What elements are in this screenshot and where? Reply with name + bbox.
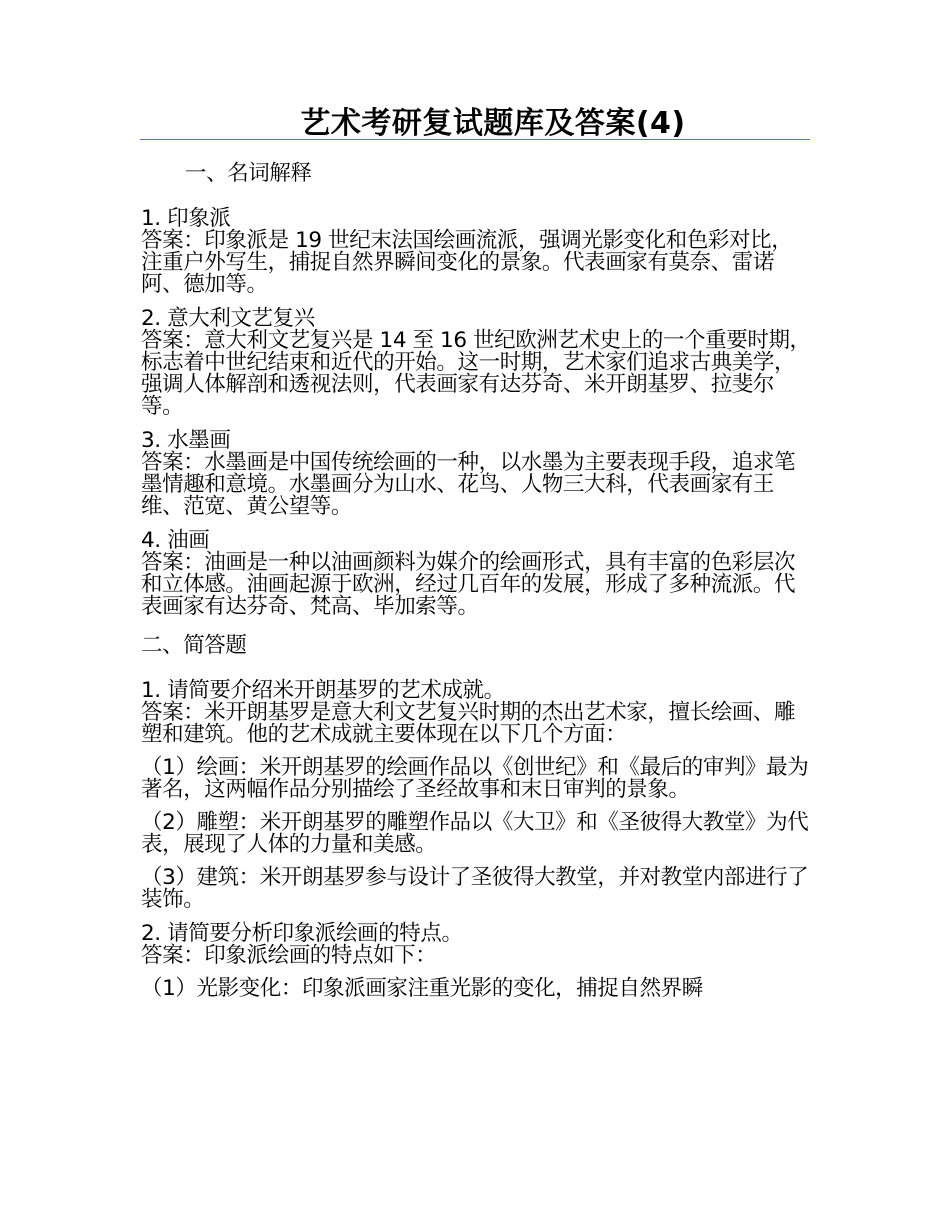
term-item bbox=[141, 430, 813, 518]
term-answer: 答案：水墨画是中国传统绘画的一种，以水墨为主要表现手段，追求笔墨情趣和意境。水墨画分为山水、花鸟、人物三大科，代表画家有王维、范宽、黄公望等。 bbox=[141, 450, 796, 519]
question-answer: 答案：印象派绘画的特点如下： bbox=[141, 943, 437, 968]
term-title: 3. 水墨画 bbox=[141, 428, 231, 453]
term-title: 4. 油画 bbox=[141, 528, 210, 553]
question-title: 2. 请简要分析印象派绘画的特点。 bbox=[141, 921, 463, 946]
answer-point: （1）绘画：米开朗基罗的绘画作品以《创世纪》和《最后的审判》最为著名，这两幅作品分别描绘了圣经故事和末日审判的景象。 bbox=[141, 755, 809, 802]
term-title: 1. 印象派 bbox=[141, 206, 231, 231]
section-heading-short-answer: 二、简答题 bbox=[141, 633, 247, 658]
document-title: 艺术考研复试题库及答案(4) bbox=[300, 106, 686, 141]
term-answer: 答案：印象派是 19 世纪末法国绘画流派，强调光影变化和色彩对比，注重户外写生，捕捉自然界瞬间变化的景象。代表画家有莫奈、雷诺阿、德加等。 bbox=[141, 228, 793, 297]
question-title: 1. 请简要介绍米开朗基罗的艺术成就。 bbox=[141, 678, 505, 703]
question-item bbox=[141, 680, 813, 911]
term-answer: 答案：油画是一种以油画颜料为媒介的绘画形式，具有丰富的色彩层次和立体感。油画起源于欧洲，经过几百年的发展，形成了多种流派。代表画家有达芬奇、梵高、毕加索等。 bbox=[141, 550, 796, 619]
term-item bbox=[141, 308, 813, 418]
question-item bbox=[141, 923, 813, 1000]
document-body bbox=[141, 158, 813, 1012]
term-item bbox=[141, 530, 813, 618]
title-underline bbox=[140, 139, 810, 140]
answer-point: （1）光影变化：印象派画家注重光影的变化，捕捉自然界瞬 bbox=[141, 976, 703, 1001]
term-answer: 答案：意大利文艺复兴是 14 至 16 世纪欧洲艺术史上的一个重要时期，标志着中世纪结束和近代的开始。这一时期，艺术家们追求古典美学，强调人体解剖和透视法则，代表画家有达芬奇、米开朗基罗、拉斐尔等。 bbox=[141, 328, 811, 419]
question-answer: 答案：米开朗基罗是意大利文艺复兴时期的杰出艺术家，擅长绘画、雕塑和建筑。他的艺术成就主要体现在以下几个方面： bbox=[141, 700, 796, 747]
term-item bbox=[141, 208, 813, 296]
term-title: 2. 意大利文艺复兴 bbox=[141, 306, 315, 331]
answer-point: （3）建筑：米开朗基罗参与设计了圣彼得大教堂，并对教堂内部进行了装饰。 bbox=[141, 865, 809, 912]
answer-point: （2）雕塑：米开朗基罗的雕塑作品以《大卫》和《圣彼得大教堂》为代表，展现了人体的力量和美感。 bbox=[141, 810, 809, 857]
section-heading-terms: 一、名词解释 bbox=[185, 161, 312, 186]
